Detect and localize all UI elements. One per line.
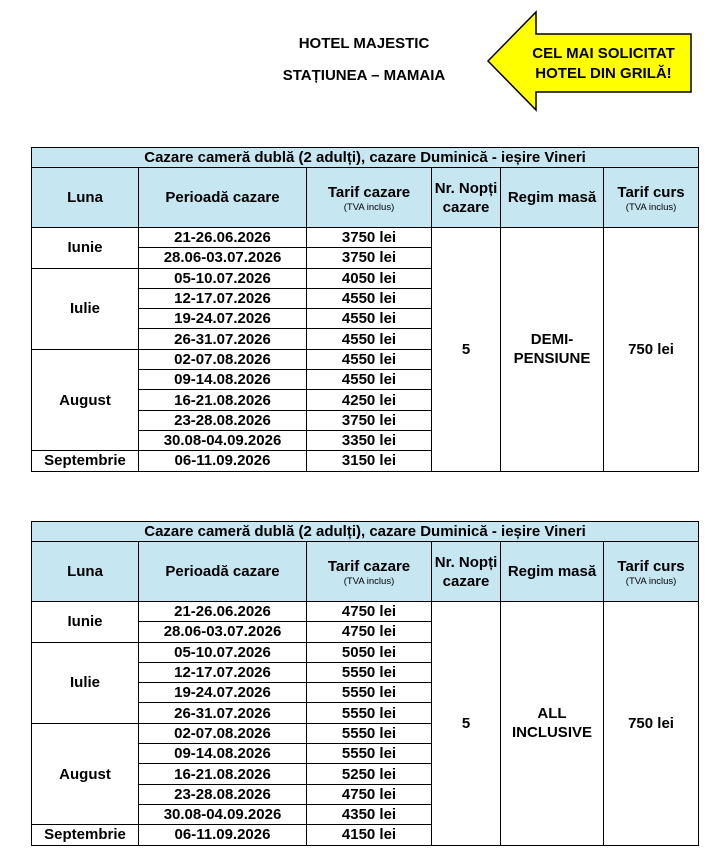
period-cell: 06-11.09.2026 bbox=[139, 451, 307, 471]
month-cell: August bbox=[32, 723, 139, 824]
price-cell: 5050 lei bbox=[307, 642, 432, 662]
period-cell: 19-24.07.2026 bbox=[139, 683, 307, 703]
period-cell: 28.06-03.07.2026 bbox=[139, 248, 307, 268]
resort-name: STAȚIUNEA – MAMAIA bbox=[282, 67, 446, 84]
period-cell: 30.08-04.09.2026 bbox=[139, 430, 307, 450]
month-cell: Iulie bbox=[32, 268, 139, 349]
period-cell: 23-28.08.2026 bbox=[139, 410, 307, 430]
callout-banner bbox=[486, 6, 694, 116]
col-header-luna: Luna bbox=[32, 168, 139, 228]
period-cell: 26-31.07.2026 bbox=[139, 329, 307, 349]
month-cell: Iunie bbox=[32, 602, 139, 643]
period-cell: 12-17.07.2026 bbox=[139, 662, 307, 682]
price-cell: 5250 lei bbox=[307, 764, 432, 784]
period-cell: 21-26.06.2026 bbox=[139, 602, 307, 622]
col-header-perioada: Perioadă cazare bbox=[139, 542, 307, 602]
period-cell: 02-07.08.2026 bbox=[139, 723, 307, 743]
col-header-tarif: Tarif cazare (TVA inclus) bbox=[307, 542, 432, 602]
col-header-regim: Regim masă bbox=[501, 542, 604, 602]
period-cell: 16-21.08.2026 bbox=[139, 764, 307, 784]
col-header-curs: Tarif curs (TVA inclus) bbox=[604, 168, 699, 228]
price-cell: 4150 lei bbox=[307, 825, 432, 845]
month-cell: August bbox=[32, 349, 139, 450]
hotel-name: HOTEL MAJESTIC bbox=[298, 35, 430, 52]
tariff-table-all-inclusive bbox=[31, 521, 699, 846]
period-cell: 12-17.07.2026 bbox=[139, 288, 307, 308]
period-cell: 30.08-04.09.2026 bbox=[139, 804, 307, 824]
nights-cell: 5 bbox=[432, 602, 501, 846]
price-cell: 4550 lei bbox=[307, 329, 432, 349]
price-cell: 4350 lei bbox=[307, 804, 432, 824]
period-cell: 28.06-03.07.2026 bbox=[139, 622, 307, 642]
period-cell: 21-26.06.2026 bbox=[139, 228, 307, 248]
price-cell: 5550 lei bbox=[307, 703, 432, 723]
period-cell: 16-21.08.2026 bbox=[139, 390, 307, 410]
price-cell: 4550 lei bbox=[307, 288, 432, 308]
month-cell: Iulie bbox=[32, 642, 139, 723]
price-cell: 3750 lei bbox=[307, 410, 432, 430]
price-cell: 3150 lei bbox=[307, 451, 432, 471]
period-cell: 06-11.09.2026 bbox=[139, 825, 307, 845]
period-cell: 09-14.08.2026 bbox=[139, 744, 307, 764]
course-price-cell: 750 lei bbox=[604, 228, 699, 472]
price-cell: 4550 lei bbox=[307, 349, 432, 369]
month-cell: Septembrie bbox=[32, 825, 139, 845]
col-header-perioada: Perioadă cazare bbox=[139, 168, 307, 228]
price-cell: 4750 lei bbox=[307, 784, 432, 804]
price-cell: 4550 lei bbox=[307, 309, 432, 329]
period-cell: 19-24.07.2026 bbox=[139, 309, 307, 329]
month-cell: Septembrie bbox=[32, 451, 139, 471]
col-header-luna: Luna bbox=[32, 542, 139, 602]
period-cell: 23-28.08.2026 bbox=[139, 784, 307, 804]
table-row bbox=[32, 228, 699, 248]
period-cell: 02-07.08.2026 bbox=[139, 349, 307, 369]
period-cell: 26-31.07.2026 bbox=[139, 703, 307, 723]
price-cell: 4750 lei bbox=[307, 602, 432, 622]
callout-text: CEL MAI SOLICITAT HOTEL DIN GRILĂ! bbox=[532, 45, 675, 82]
meal-plan-cell: ALL INCLUSIVE bbox=[501, 602, 604, 846]
price-cell: 4250 lei bbox=[307, 390, 432, 410]
table-caption: Cazare cameră dublă (2 adulți), cazare Duminică - ieșire Vineri bbox=[32, 148, 699, 168]
period-cell: 05-10.07.2026 bbox=[139, 642, 307, 662]
price-cell: 3750 lei bbox=[307, 228, 432, 248]
period-cell: 09-14.08.2026 bbox=[139, 370, 307, 390]
col-header-tarif: Tarif cazare (TVA inclus) bbox=[307, 168, 432, 228]
col-header-regim: Regim masă bbox=[501, 168, 604, 228]
col-header-nopti: Nr. Nopți cazare bbox=[432, 542, 501, 602]
price-cell: 3350 lei bbox=[307, 430, 432, 450]
course-price-cell: 750 lei bbox=[604, 602, 699, 846]
table-row bbox=[32, 602, 699, 622]
col-header-curs: Tarif curs (TVA inclus) bbox=[604, 542, 699, 602]
meal-plan-cell: DEMI- PENSIUNE bbox=[501, 228, 604, 472]
price-cell: 3750 lei bbox=[307, 248, 432, 268]
price-cell: 4050 lei bbox=[307, 268, 432, 288]
month-cell: Iunie bbox=[32, 228, 139, 269]
price-cell: 4750 lei bbox=[307, 622, 432, 642]
price-cell: 4550 lei bbox=[307, 370, 432, 390]
price-cell: 5550 lei bbox=[307, 683, 432, 703]
table-caption: Cazare cameră dublă (2 adulți), cazare Duminică - ieșire Vineri bbox=[32, 522, 699, 542]
col-header-nopti: Nr. Nopți cazare bbox=[432, 168, 501, 228]
price-cell: 5550 lei bbox=[307, 723, 432, 743]
period-cell: 05-10.07.2026 bbox=[139, 268, 307, 288]
price-cell: 5550 lei bbox=[307, 744, 432, 764]
tariff-table-demipensiune bbox=[31, 147, 699, 472]
nights-cell: 5 bbox=[432, 228, 501, 472]
price-cell: 5550 lei bbox=[307, 662, 432, 682]
